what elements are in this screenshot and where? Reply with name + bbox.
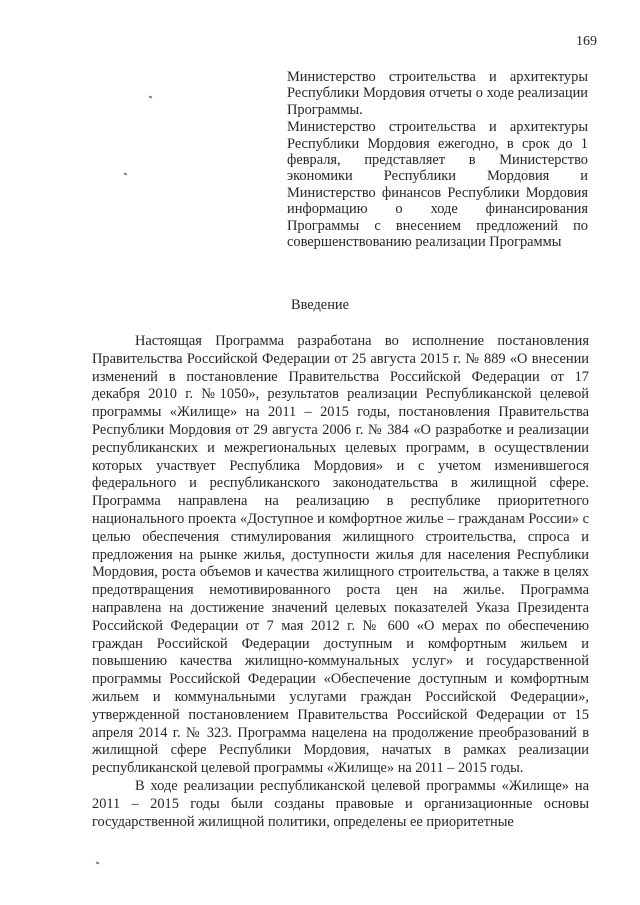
body-paragraph: В ходе реализации республиканской целевой программы «Жилище» на 2011 – 2015 годы были созданы правовые и организационные основы государственной жилищной политики, определены ее приоритетные: [92, 777, 589, 830]
summary-paragraph: Министерство строительства и архитектуры Республики Мордовия ежегодно, в срок до 1 февраля, представляет в Министерство экономики Республики Мордовия и Министерство финансов Республики Мордовия информацию о ходе финансирования Программы с внесением предложений по совершенствованию реализации Программы: [287, 119, 588, 251]
section-heading: Введение: [290, 297, 349, 313]
summary-block: [287, 69, 588, 250]
body-text: [92, 333, 589, 831]
page-number: 169: [576, 34, 597, 49]
summary-paragraph: Министерство строительства и архитектуры Республики Мордовия отчеты о ходе реализации Программы.: [287, 69, 588, 118]
scan-speck: [149, 95, 153, 98]
scan-speck: [124, 172, 128, 175]
scan-speck: [96, 861, 100, 864]
body-paragraph: Настоящая Программа разработана во исполнение постановления Правительства Российской Федерации от 25 августа 2015 г. № 889 «О внесении изменений в постановление Правительства Российской Федерации от 17 декабря 2010 г. №1050», результатов реализации Республиканской целевой программы «Жилище» на 2011 – 2015 годы, постановления Правительства Республики Мордовия от 29 августа 2006 г. № 384 «О разработке и реализации республиканских и межрегиональных целевых программ, в осуществлении которых участвует Республика Мордовия» и с учетом изменившегося федерального и республиканского законодательства в жилищной сфере. Программа направлена на реализацию в республике приоритетного национального проекта «Доступное и комфортное жилье – гражданам России» с целью обеспечения стимулирования жилищного строительства, спроса и предложения на рынке жилья, доступности жилья для населения Республики Мордовия, роста объемов и качества жилищного строительства, а также в целях предотвращения немотивированного роста цен на жилье. Программа направлена на достижение значений целевых показателей Указа Президента Российской Федерации от 7 мая 2012 г. № 600 «О мерах по обеспечению граждан Российской Федерации доступным и комфортным жильем и повышению качества жилищно-коммунальных услуг» и государственной программы Российской Федерации «Обеспечение доступным и комфортным жильем и коммунальными услугами граждан Российской Федерации», утвержденной постановлением Правительства Российской Федерации от 15 апреля 2014 г. № 323. Программа нацелена на продолжение преобразований в жилищной сфере Республики Мордовия, начатых в рамках реализации республиканской целевой программы «Жилище» на 2011 – 2015 годы.: [92, 333, 589, 777]
